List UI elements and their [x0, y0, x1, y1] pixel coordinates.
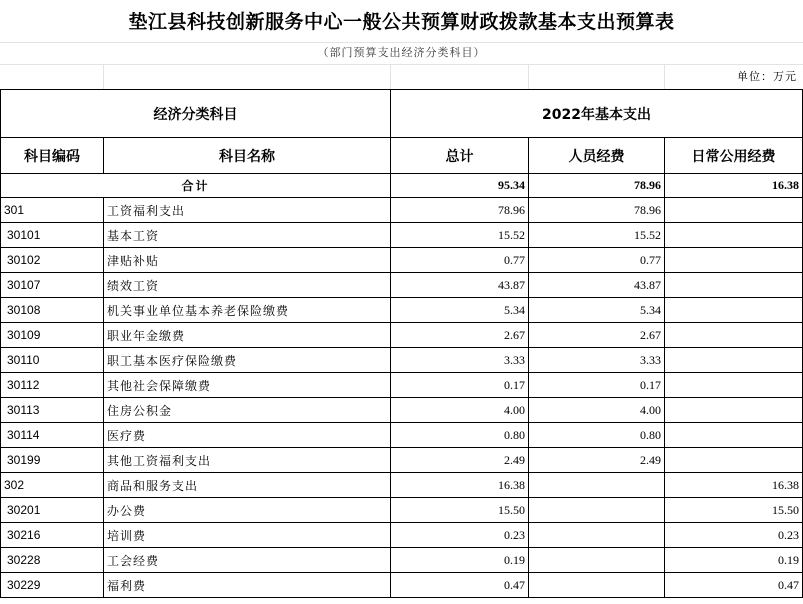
- total-public: 16.38: [665, 174, 803, 198]
- row-name: 医疗费: [104, 423, 391, 448]
- unit-label: 单位：万元: [737, 70, 797, 83]
- row-code: 302: [1, 473, 104, 498]
- row-public: [665, 373, 803, 398]
- row-total: 4.00: [391, 398, 529, 423]
- row-total: 0.19: [391, 548, 529, 573]
- row-public: [665, 423, 803, 448]
- row-personnel: [529, 523, 665, 548]
- row-total: 15.52: [391, 223, 529, 248]
- row-personnel: 4.00: [529, 398, 665, 423]
- total-label: 合计: [1, 174, 391, 198]
- row-name: 其他社会保障缴费: [104, 373, 391, 398]
- table-row: [1, 498, 803, 523]
- header-code: 科目编码: [1, 138, 104, 174]
- table-row: [1, 373, 803, 398]
- row-personnel: 78.96: [529, 198, 665, 223]
- row-name: 住房公积金: [104, 398, 391, 423]
- row-public: 0.23: [665, 523, 803, 548]
- header-public: 日常公用经费: [665, 138, 803, 174]
- row-code: 30201: [1, 498, 104, 523]
- page-title: 垫江县科技创新服务中心一般公共预算财政拨款基本支出预算表: [128, 11, 675, 33]
- row-total: 0.17: [391, 373, 529, 398]
- row-total: 2.49: [391, 448, 529, 473]
- row-code: 30107: [1, 273, 104, 298]
- row-public: 15.50: [665, 498, 803, 523]
- row-total: 0.77: [391, 248, 529, 273]
- row-personnel: 0.80: [529, 423, 665, 448]
- table-row: [1, 548, 803, 573]
- row-public: [665, 448, 803, 473]
- table-row: [1, 248, 803, 273]
- row-code: 30216: [1, 523, 104, 548]
- row-personnel: 0.17: [529, 373, 665, 398]
- row-code: 30110: [1, 348, 104, 373]
- header-personnel: 人员经费: [529, 138, 665, 174]
- row-public: [665, 248, 803, 273]
- row-name: 工会经费: [104, 548, 391, 573]
- row-personnel: [529, 498, 665, 523]
- row-total: 0.80: [391, 423, 529, 448]
- row-total: 15.50: [391, 498, 529, 523]
- row-code: 30199: [1, 448, 104, 473]
- table-row: [1, 223, 803, 248]
- header-econ-category: 经济分类科目: [1, 90, 391, 138]
- total-total: 95.34: [391, 174, 529, 198]
- row-total: 3.33: [391, 348, 529, 373]
- table-row: [1, 573, 803, 598]
- row-public: [665, 398, 803, 423]
- page-subtitle: （部门预算支出经济分类科目）: [317, 46, 486, 59]
- table-row: [1, 348, 803, 373]
- header-name: 科目名称: [104, 138, 391, 174]
- row-code: 30109: [1, 323, 104, 348]
- grid-line: [664, 64, 665, 89]
- row-public: [665, 223, 803, 248]
- row-code: 30113: [1, 398, 104, 423]
- row-personnel: 2.67: [529, 323, 665, 348]
- row-name: 职工基本医疗保险缴费: [104, 348, 391, 373]
- row-personnel: 5.34: [529, 298, 665, 323]
- row-total: 5.34: [391, 298, 529, 323]
- row-public: 0.19: [665, 548, 803, 573]
- grid-line: [0, 64, 803, 65]
- row-name: 基本工资: [104, 223, 391, 248]
- grid-line: [528, 64, 529, 89]
- row-code: 30229: [1, 573, 104, 598]
- row-public: [665, 323, 803, 348]
- row-public: 0.47: [665, 573, 803, 598]
- table-row: [1, 273, 803, 298]
- row-code: 301: [1, 198, 104, 223]
- row-personnel: 43.87: [529, 273, 665, 298]
- table-row: [1, 198, 803, 223]
- header-year-basic: 2022年基本支出: [391, 90, 803, 138]
- row-public: [665, 298, 803, 323]
- row-code: 30228: [1, 548, 104, 573]
- header-total: 总计: [391, 138, 529, 174]
- row-name: 福利费: [104, 573, 391, 598]
- grid-line: [103, 64, 104, 89]
- row-name: 工资福利支出: [104, 198, 391, 223]
- row-personnel: [529, 573, 665, 598]
- table-row: [1, 423, 803, 448]
- row-public: 16.38: [665, 473, 803, 498]
- row-name: 其他工资福利支出: [104, 448, 391, 473]
- row-name: 机关事业单位基本养老保险缴费: [104, 298, 391, 323]
- total-row: [1, 174, 803, 198]
- row-personnel: 3.33: [529, 348, 665, 373]
- table-row: [1, 473, 803, 498]
- row-name: 商品和服务支出: [104, 473, 391, 498]
- table-row: [1, 298, 803, 323]
- table-row: [1, 523, 803, 548]
- row-total: 0.23: [391, 523, 529, 548]
- row-code: 30114: [1, 423, 104, 448]
- row-total: 43.87: [391, 273, 529, 298]
- total-personnel: 78.96: [529, 174, 665, 198]
- row-personnel: [529, 473, 665, 498]
- row-code: 30102: [1, 248, 104, 273]
- row-public: [665, 273, 803, 298]
- row-total: 0.47: [391, 573, 529, 598]
- row-total: 2.67: [391, 323, 529, 348]
- row-personnel: 15.52: [529, 223, 665, 248]
- row-total: 78.96: [391, 198, 529, 223]
- grid-line: [390, 64, 391, 89]
- row-personnel: 2.49: [529, 448, 665, 473]
- table-row: [1, 398, 803, 423]
- row-code: 30108: [1, 298, 104, 323]
- row-total: 16.38: [391, 473, 529, 498]
- row-public: [665, 198, 803, 223]
- row-personnel: [529, 548, 665, 573]
- row-personnel: 0.77: [529, 248, 665, 273]
- row-name: 办公费: [104, 498, 391, 523]
- row-name: 绩效工资: [104, 273, 391, 298]
- row-code: 30101: [1, 223, 104, 248]
- table-row: [1, 448, 803, 473]
- row-name: 职业年金缴费: [104, 323, 391, 348]
- row-name: 津贴补贴: [104, 248, 391, 273]
- table-row: [1, 323, 803, 348]
- row-code: 30112: [1, 373, 104, 398]
- row-public: [665, 348, 803, 373]
- budget-table: [0, 89, 803, 598]
- row-name: 培训费: [104, 523, 391, 548]
- grid-line: [0, 42, 803, 43]
